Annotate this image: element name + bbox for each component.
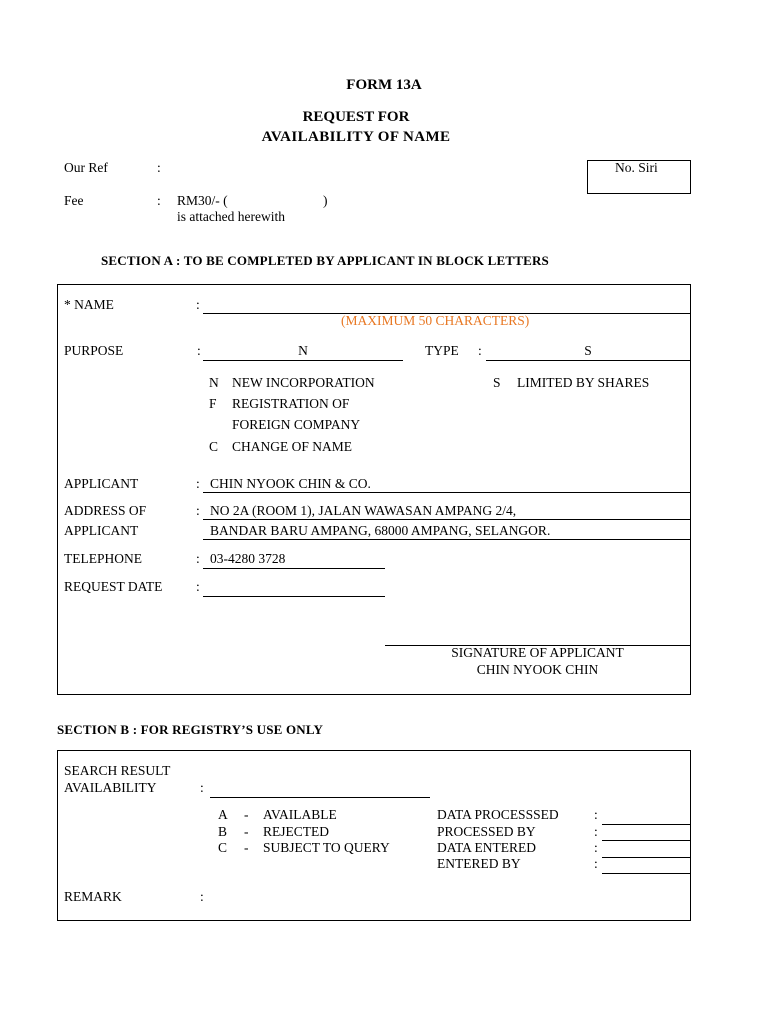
data-processed-input-line[interactable] — [602, 824, 690, 825]
fee-attached-text: is attached herewith — [177, 209, 285, 224]
section-a-heading: SECTION A : TO BE COMPLETED BY APPLICANT IN BLOCK LETTERS — [101, 253, 549, 268]
data-processed-colon: : — [594, 807, 598, 822]
result-code: A — [218, 807, 228, 822]
remark-input[interactable] — [210, 885, 688, 919]
purpose-option-label: FOREIGN COMPANY — [232, 417, 361, 432]
remark-colon: : — [200, 889, 204, 904]
fee-paren-close: ) — [323, 193, 328, 208]
our-ref-colon: : — [157, 160, 161, 175]
data-entered-colon: : — [594, 840, 598, 855]
our-ref-label: Our Ref — [64, 160, 108, 175]
signature-name: CHIN NYOOK CHIN — [476, 662, 599, 677]
purpose-option-code: C — [209, 439, 219, 454]
purpose-colon: : — [197, 343, 201, 358]
type-label: TYPE — [425, 343, 459, 358]
processed-by-label: PROCESSED BY — [437, 824, 536, 839]
entered-by-input-line[interactable] — [602, 873, 690, 874]
result-label: SUBJECT TO QUERY — [263, 840, 390, 855]
result-label: AVAILABLE — [263, 807, 337, 822]
name-colon: : — [196, 297, 200, 312]
address-input-line2[interactable] — [203, 539, 690, 540]
purpose-option-label: NEW INCORPORATION — [232, 375, 375, 390]
address-label-line1: ADDRESS OF — [64, 503, 147, 518]
request-date-colon: : — [196, 579, 200, 594]
request-date-label: REQUEST DATE — [64, 579, 163, 594]
search-result-label: SEARCH RESULT — [64, 763, 171, 778]
purpose-input-line[interactable] — [203, 360, 403, 361]
type-input-line[interactable] — [486, 360, 690, 361]
result-code: B — [218, 824, 228, 839]
form-title-line1: REQUEST FOR — [302, 109, 410, 125]
purpose-option-code: N — [209, 375, 219, 390]
purpose-option-label: REGISTRATION OF — [232, 396, 350, 411]
address-value-line1[interactable]: NO 2A (ROOM 1), JALAN WAWASAN AMPANG 2/4, — [210, 503, 517, 518]
telephone-input-line[interactable] — [203, 568, 385, 569]
result-dash: - — [244, 824, 249, 839]
applicant-label: APPLICANT — [64, 476, 139, 491]
no-siri-label: No. Siri — [615, 160, 658, 175]
applicant-value[interactable]: CHIN NYOOK CHIN & CO. — [210, 476, 371, 491]
data-processed-label: DATA PROCESSSED — [437, 807, 559, 822]
address-colon: : — [196, 503, 200, 518]
fee-colon: : — [157, 193, 161, 208]
type-colon: : — [478, 343, 482, 358]
type-option-code: S — [493, 375, 501, 390]
entered-by-colon: : — [594, 856, 598, 871]
telephone-label: TELEPHONE — [64, 551, 142, 566]
purpose-option-label: CHANGE OF NAME — [232, 439, 353, 454]
address-value-line2[interactable]: BANDAR BARU AMPANG, 68000 AMPANG, SELANGOR. — [210, 523, 551, 538]
availability-input-line[interactable] — [210, 797, 430, 798]
purpose-value[interactable]: N — [298, 343, 308, 358]
telephone-colon: : — [196, 551, 200, 566]
section-b-heading: SECTION B : FOR REGISTRY’S USE ONLY — [57, 722, 324, 737]
availability-colon: : — [200, 780, 204, 795]
applicant-colon: : — [196, 476, 200, 491]
result-dash: - — [244, 807, 249, 822]
request-date-input-line[interactable] — [203, 596, 385, 597]
processed-by-input-line[interactable] — [602, 840, 690, 841]
form-title-line2: AVAILABILITY OF NAME — [261, 129, 451, 145]
name-max-note: (MAXIMUM 50 CHARACTERS) — [341, 313, 530, 328]
fee-label: Fee — [64, 193, 84, 208]
data-entered-input-line[interactable] — [602, 857, 690, 858]
data-entered-label: DATA ENTERED — [437, 840, 537, 855]
remark-label: REMARK — [64, 889, 122, 904]
type-option-label: LIMITED BY SHARES — [517, 375, 650, 390]
address-label-line2: APPLICANT — [64, 523, 139, 538]
signature-label: SIGNATURE OF APPLICANT — [451, 645, 624, 660]
processed-by-colon: : — [594, 824, 598, 839]
name-label: * NAME — [64, 297, 114, 312]
availability-label: AVAILABILITY — [64, 780, 157, 795]
result-dash: - — [244, 840, 249, 855]
type-value[interactable]: S — [584, 343, 592, 358]
address-input-line1[interactable] — [203, 519, 690, 520]
result-label: REJECTED — [263, 824, 329, 839]
telephone-value[interactable]: 03-4280 3728 — [210, 551, 286, 566]
entered-by-label: ENTERED BY — [437, 856, 521, 871]
purpose-label: PURPOSE — [64, 343, 124, 358]
form-number: FORM 13A — [346, 77, 422, 93]
fee-value: RM30/- ( — [177, 193, 228, 208]
purpose-option-code: F — [209, 396, 217, 411]
applicant-input-line[interactable] — [203, 492, 690, 493]
result-code: C — [218, 840, 228, 855]
